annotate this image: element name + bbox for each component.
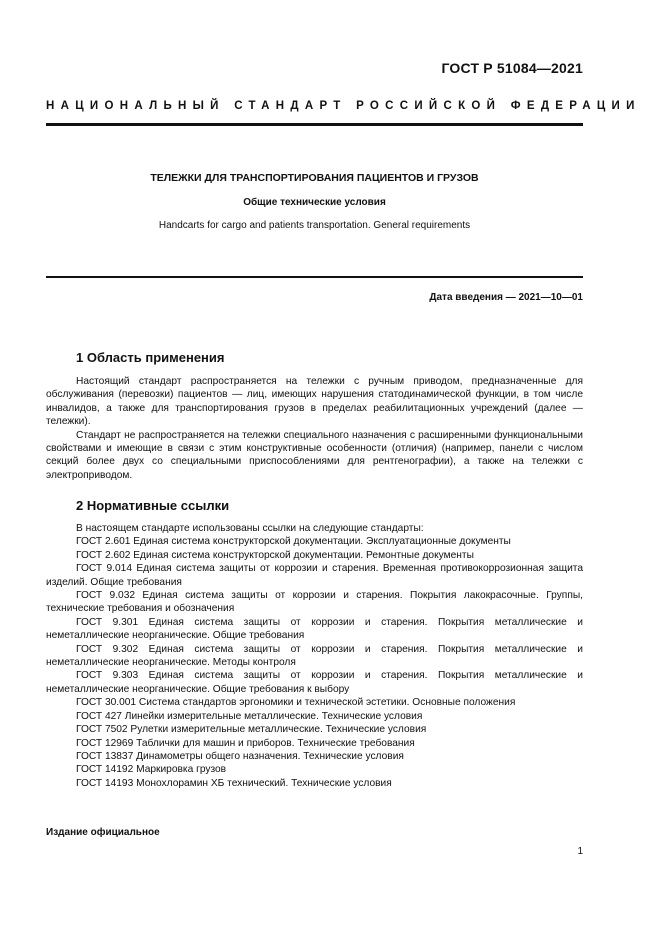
title-rule <box>46 276 583 278</box>
reference-item: ГОСТ 9.301 Единая система защиты от коррозии и старения. Покрытия металлические и неметаллические неорганические. Общие требования <box>46 616 583 642</box>
official-edition-label: Издание официальное <box>46 827 160 838</box>
reference-item: ГОСТ 12969 Таблички для машин и приборов. Технические требования <box>76 737 415 749</box>
reference-item: ГОСТ 2.601 Единая система конструкторской документации. Эксплуатационные документы <box>76 536 511 548</box>
header-rule <box>46 123 583 126</box>
document-title-english: Handcarts for cargo and patients transportation. General requirements <box>158 220 471 231</box>
reference-item: ГОСТ 9.014 Единая система защиты от коррозии и старения. Временная противокоррозионная защита изделий. Общие требования <box>46 563 583 588</box>
references-list <box>46 522 583 790</box>
document-subtitle: Общие технические условия <box>243 197 386 208</box>
reference-item: ГОСТ 13837 Динамометры общего назначения. Технические условия <box>76 750 404 762</box>
reference-item: ГОСТ 427 Линейки измерительные металлические. Технические условия <box>76 710 423 722</box>
reference-item: ГОСТ 7502 Рулетки измерительные металлические. Технические условия <box>76 724 427 736</box>
reference-item: ГОСТ 2.602 Единая система конструкторской документации. Ремонтные документы <box>76 549 474 561</box>
paragraph: Стандарт не распространяется на тележки специального назначения с расширенными функциональными свойствами и имеющие в связи с этим конструктивные особенности (отличия) (например, панели с числом секций более двух со специальными приспособлениями для рентгенографии), а также на тележки с электроприводом. <box>46 429 583 481</box>
paragraph: Настоящий стандарт распространяется на тележки с ручным приводом, предназначенные для обслуживания (перевозки) пациентов — лиц, имеющих нарушения статодинамической функции, в том числе инвалидов, а также для транспортирования грузов в пределах реабилитационных учреждений (далее — тележки). <box>46 376 583 428</box>
document-title: ТЕЛЕЖКИ ДЛЯ ТРАНСПОРТИРОВАНИЯ ПАЦИЕНТОВ И ГРУЗОВ <box>150 172 479 184</box>
section-1-body <box>46 375 583 482</box>
page-number: 1 <box>577 846 583 857</box>
national-standard-banner: НАЦИОНАЛЬНЫЙ СТАНДАРТ РОССИЙСКОЙ ФЕДЕРАЦИИ <box>46 100 641 112</box>
reference-item: ГОСТ 30.001 Система стандартов эргономики и технической эстетики. Основные положения <box>76 697 516 709</box>
reference-item: ГОСТ 14193 Монохлорамин ХБ технический. Технические условия <box>76 777 392 789</box>
reference-item: ГОСТ 14192 Маркировка грузов <box>76 764 227 776</box>
gost-number: ГОСТ Р 51084—2021 <box>441 60 583 76</box>
effective-date: Дата введения — 2021—10—01 <box>429 292 583 303</box>
reference-item: ГОСТ 9.302 Единая система защиты от коррозии и старения. Покрытия металлические и неметаллические неорганические. Методы контроля <box>46 643 583 669</box>
section-1-heading: 1 Область применения <box>76 350 225 365</box>
references-intro: В настоящем стандарте использованы ссылки на следующие стандарты: <box>76 523 424 534</box>
reference-item: ГОСТ 9.032 Единая система защиты от коррозии и старения. Покрытия лакокрасочные. Группы, технические требования и обозначения <box>46 590 583 615</box>
section-2-heading: 2 Нормативные ссылки <box>76 498 230 513</box>
reference-item: ГОСТ 9.303 Единая система защиты от коррозии и старения. Покрытия металлические и неметаллические неорганические. Общие требования к выбору <box>46 670 583 695</box>
